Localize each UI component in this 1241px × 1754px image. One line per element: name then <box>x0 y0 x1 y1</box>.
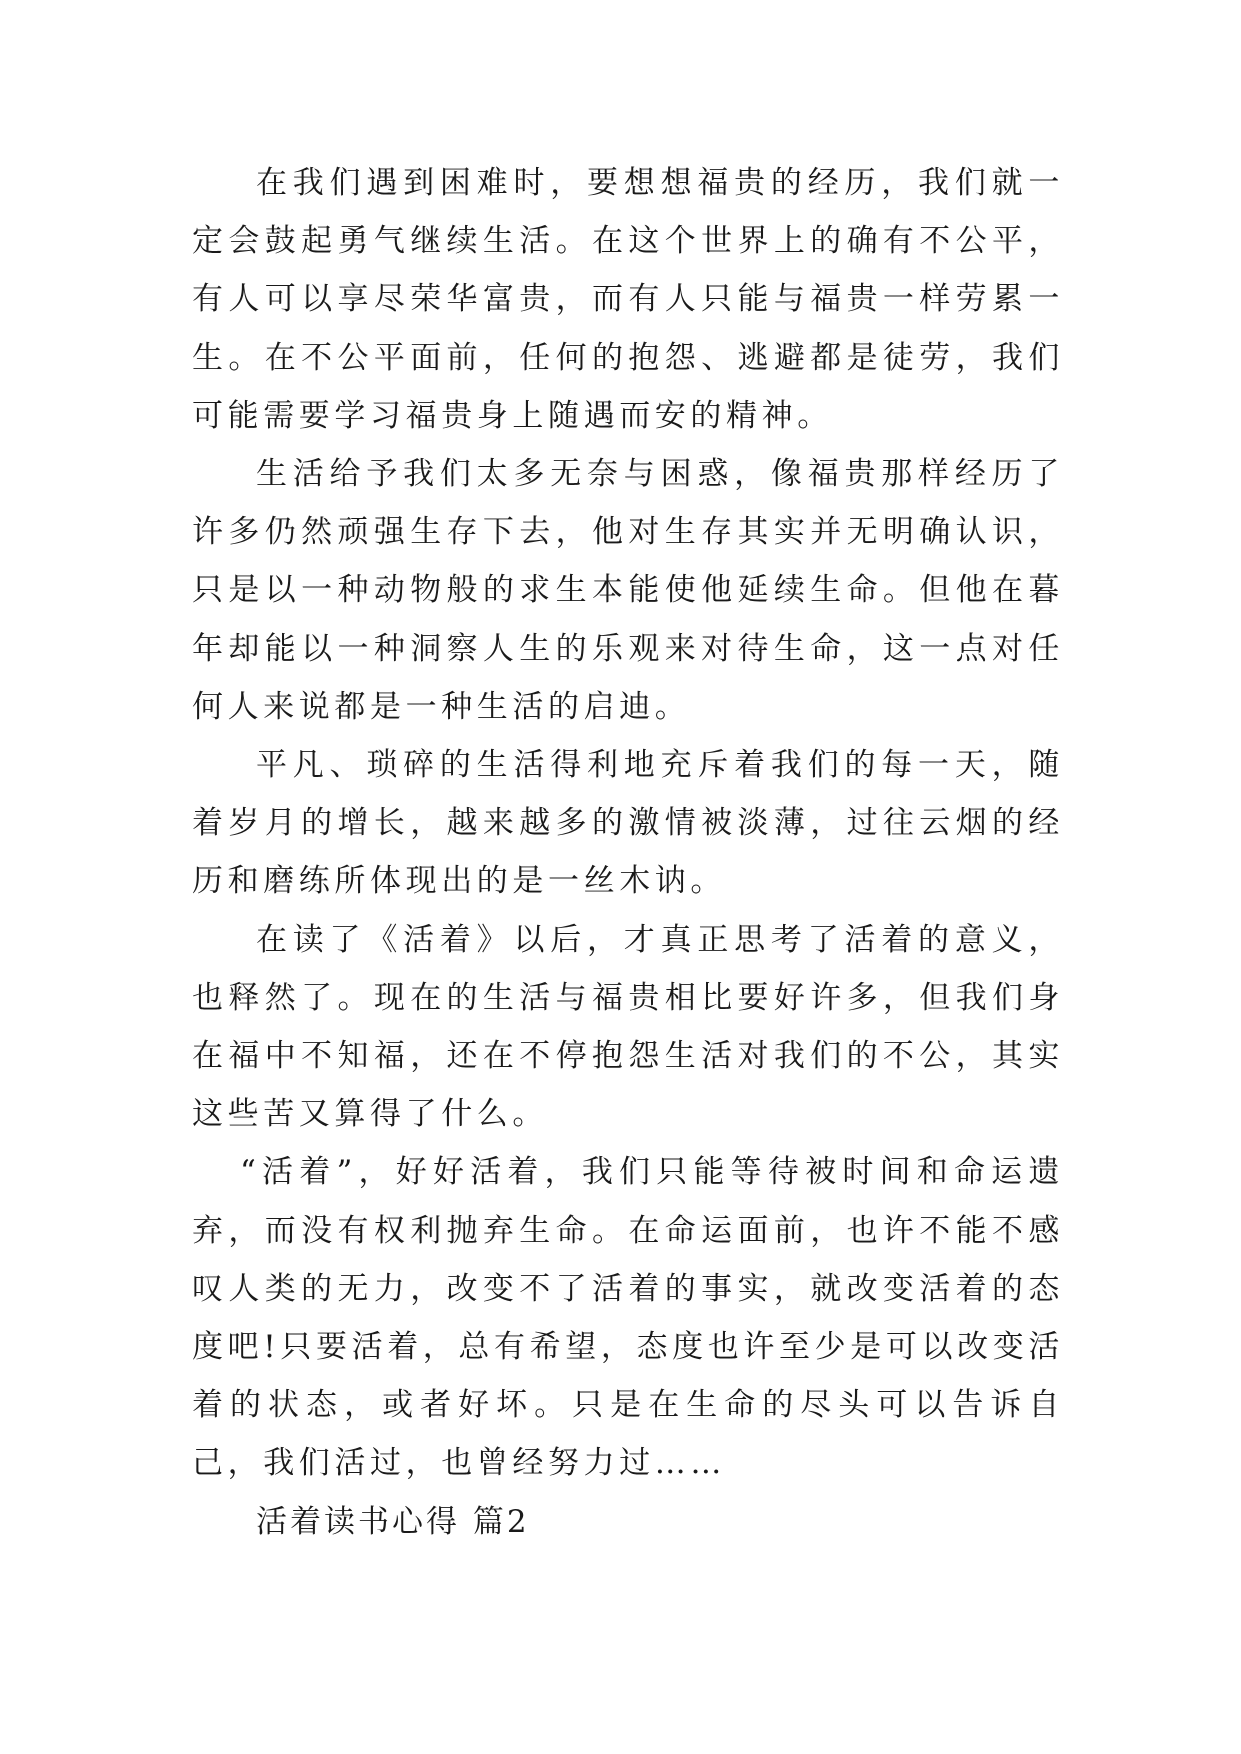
paragraph-3: 平凡、琐碎的生活得利地充斥着我们的每一天，随着岁月的增长，越来越多的激情被淡薄，过往云烟的经历和磨练所体现出的是一丝木讷。 <box>192 747 1064 900</box>
document-body <box>192 154 1064 1551</box>
paragraph-2: 生活给予我们太多无奈与困惑，像福贵那样经历了许多仍然顽强生存下去，他对生存其实并无明确认识，只是以一种动物般的求生本能使他延续生命。但他在暮年却能以一种洞察人生的乐观来对待生命，这一点对任何人来说都是一种生活的启迪。 <box>192 456 1064 725</box>
paragraph-1: 在我们遇到困难时，要想想福贵的经历，我们就一定会鼓起勇气继续生活。在这个世界上的确有不公平，有人可以享尽荣华富贵，而有人只能与福贵一样劳累一生。在不公平面前，任何的抱怨、逃避都是徒劳，我们可能需要学习福贵身上随遇而安的精神。 <box>192 165 1064 434</box>
paragraph-5: “活着”，好好活着，我们只能等待被时间和命运遗弃，而没有权利抛弃生命。在命运面前，也许不能不感叹人类的无力，改变不了活着的事实，就改变活着的态度吧!只要活着，总有希望，态度也许至少是可以改变活着的状态，或者好坏。只是在生命的尽头可以告诉自己，我们活过，也曾经努力过…… <box>192 1154 1064 1482</box>
paragraph-4: 在读了《活着》以后，才真正思考了活着的意义，也释然了。现在的生活与福贵相比要好许多，但我们身在福中不知福，还在不停抱怨生活对我们的不公，其实这些苦又算得了什么。 <box>192 921 1064 1133</box>
section-heading: 活着读书心得 篇2 <box>256 1503 530 1540</box>
